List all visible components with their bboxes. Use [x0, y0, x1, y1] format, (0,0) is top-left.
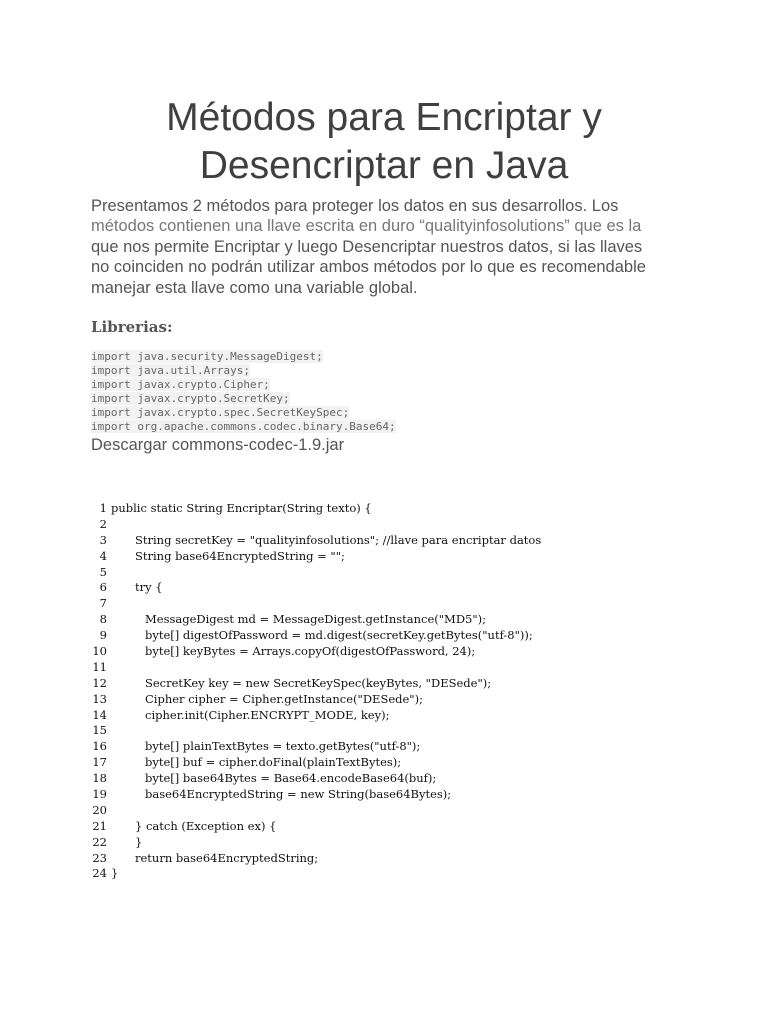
code-text: SecretKey key = new SecretKeySpec(keyBytes, "DESede"); — [145, 675, 492, 690]
code-line — [91, 580, 541, 596]
download-link[interactable]: Descargar commons-codec-1.9.jar — [91, 436, 345, 454]
intro-line-5: manejar esta llave como una variable global. — [91, 278, 418, 297]
line-number: 18 — [92, 771, 107, 786]
code-line — [91, 708, 541, 724]
libraries-heading: Librerias: — [91, 318, 173, 336]
line-number: 20 — [92, 802, 107, 817]
code-text: Cipher cipher = Cipher.getInstance("DESede"); — [145, 691, 423, 706]
line-number: 24 — [92, 866, 107, 881]
import-line: import org.apache.commons.codec.binary.Base64; — [91, 420, 396, 433]
intro-line-2: métodos contienen una llave escrita en duro “qualityinfosolutions” que es la — [91, 217, 642, 236]
line-number: 14 — [92, 707, 107, 722]
code-line — [91, 819, 541, 835]
line-number: 4 — [99, 548, 107, 563]
line-number: 6 — [99, 580, 107, 595]
code-text: byte[] buf = cipher.doFinal(plainTextBytes); — [145, 755, 402, 770]
code-line — [91, 803, 541, 819]
line-number: 13 — [92, 691, 107, 706]
code-line — [91, 835, 541, 851]
code-text: } catch (Exception ex) { — [135, 818, 277, 833]
line-number: 2 — [99, 516, 107, 531]
line-number: 3 — [99, 532, 107, 547]
code-line — [91, 517, 541, 533]
line-number: 9 — [99, 628, 107, 643]
code-text: byte[] keyBytes = Arrays.copyOf(digestOfPassword, 24); — [145, 644, 476, 659]
code-line — [91, 644, 541, 660]
code-text: } — [111, 866, 119, 881]
line-number: 5 — [99, 564, 107, 579]
code-text: public static String Encriptar(String texto) { — [111, 501, 372, 515]
code-line — [91, 771, 541, 787]
code-line — [91, 660, 541, 676]
line-number: 11 — [92, 659, 107, 674]
import-line: import java.util.Arrays; — [91, 364, 250, 377]
intro-line-4: no coinciden no podrán utilizar ambos métodos por lo que es recomendable — [91, 258, 646, 277]
code-line — [91, 676, 541, 692]
import-line: import javax.crypto.Cipher; — [91, 378, 270, 391]
code-line — [91, 723, 541, 739]
code-text: cipher.init(Cipher.ENCRYPT_MODE, key); — [145, 707, 390, 722]
code-text: byte[] base64Bytes = Base64.encodeBase64(buf); — [145, 771, 437, 786]
line-number: 16 — [92, 739, 107, 754]
intro-line-1: Presentamos 2 métodos para proteger los datos en sus desarrollos. Los — [91, 197, 619, 215]
line-number: 19 — [92, 787, 107, 802]
code-line — [91, 692, 541, 708]
line-number: 23 — [92, 850, 107, 865]
line-number: 21 — [92, 818, 107, 833]
code-line — [91, 739, 541, 755]
code-line — [91, 866, 541, 882]
line-number: 12 — [92, 675, 107, 690]
code-text: try { — [135, 580, 163, 595]
import-line: import java.security.MessageDigest; — [91, 350, 323, 363]
import-line: import javax.crypto.spec.SecretKeySpec; — [91, 406, 350, 419]
code-text: String base64EncryptedString = ""; — [135, 548, 345, 563]
line-number: 7 — [99, 596, 107, 611]
import-line: import javax.crypto.SecretKey; — [91, 392, 290, 405]
line-number: 10 — [92, 644, 107, 659]
code-text: byte[] digestOfPassword = md.digest(secretKey.getBytes("utf-8")); — [145, 628, 533, 643]
line-number: 1 — [99, 501, 107, 515]
code-text: byte[] plainTextBytes = texto.getBytes("utf-8"); — [145, 739, 421, 754]
code-text: String secretKey = "qualityinfosolutions"; //llave para encriptar datos — [135, 532, 542, 547]
intro-paragraph — [91, 196, 681, 298]
code-text: } — [135, 834, 143, 849]
page-title — [90, 94, 678, 190]
code-line — [91, 533, 541, 549]
title-line-2: Desencriptar en Java — [199, 144, 569, 187]
title-line-1: Métodos para Encriptar y — [166, 96, 602, 139]
code-block — [91, 501, 541, 882]
code-text: MessageDigest md = MessageDigest.getInstance("MD5"); — [145, 612, 487, 627]
line-number: 17 — [92, 755, 107, 770]
code-line — [91, 549, 541, 565]
line-number: 8 — [99, 612, 107, 627]
code-line — [91, 612, 541, 628]
code-line — [91, 628, 541, 644]
intro-line-3: que nos permite Encriptar y luego Desencriptar nuestros datos, si las llaves — [91, 237, 643, 256]
imports-list — [91, 350, 396, 434]
code-line — [91, 755, 541, 771]
code-line — [91, 787, 541, 803]
code-line — [91, 565, 541, 581]
code-line — [91, 851, 541, 867]
line-number: 22 — [92, 834, 107, 849]
code-text: base64EncryptedString = new String(base64Bytes); — [145, 787, 452, 802]
code-line — [91, 596, 541, 612]
code-text: return base64EncryptedString; — [135, 850, 319, 865]
code-line — [91, 501, 541, 517]
line-number: 15 — [92, 723, 107, 738]
